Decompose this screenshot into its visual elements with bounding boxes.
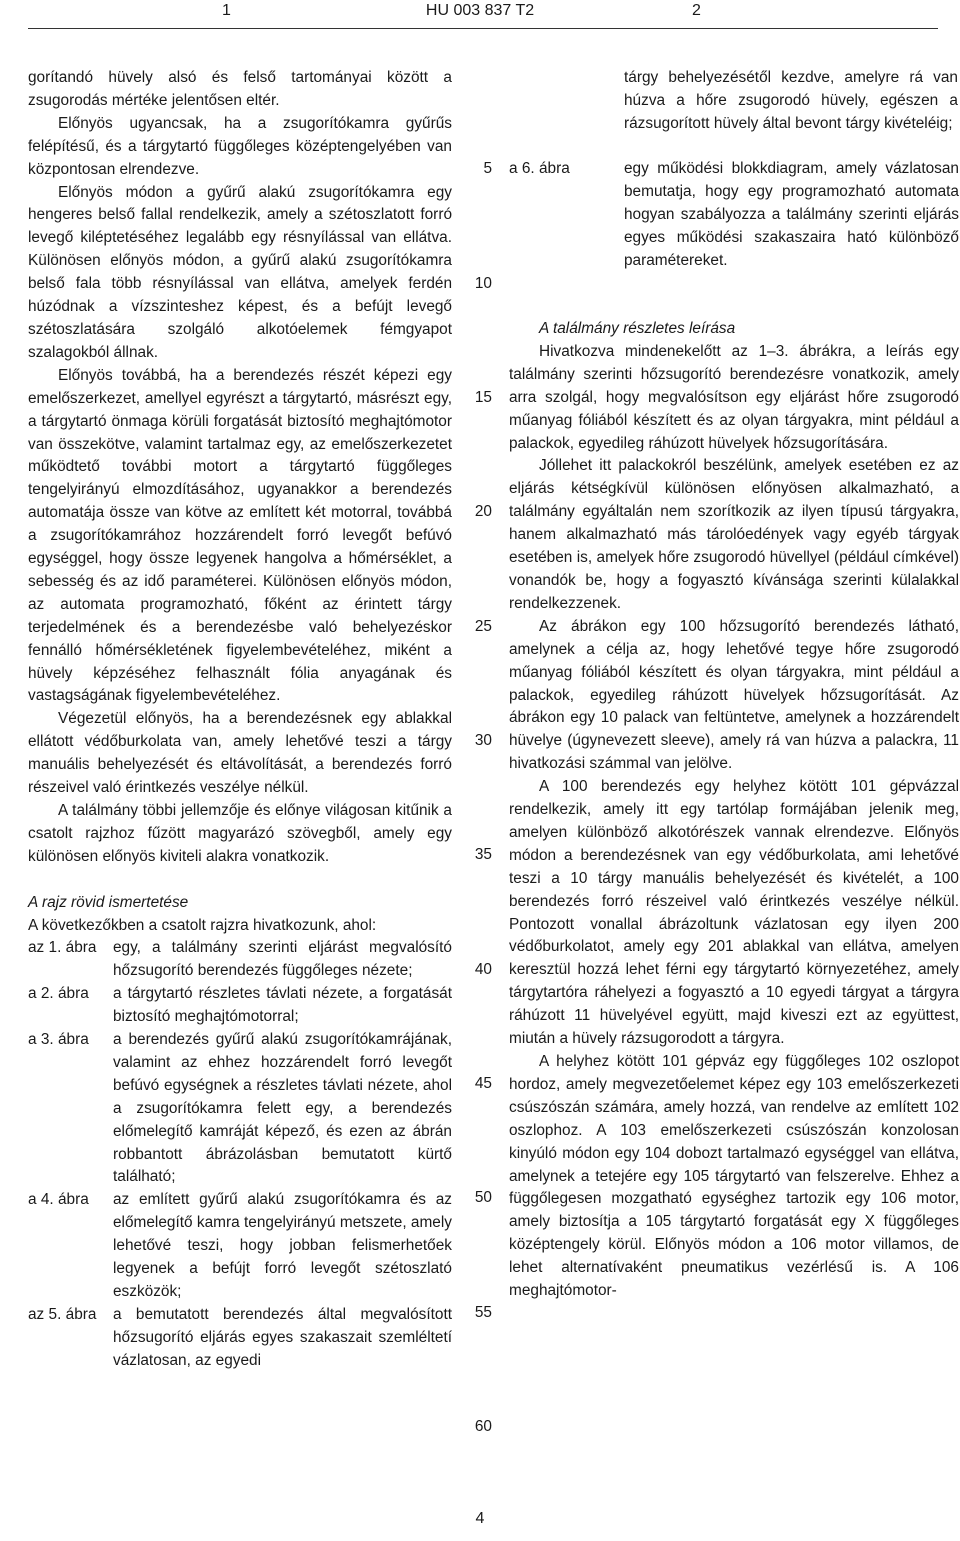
figure-item [28, 983, 452, 1029]
figure-description: a tárgytartó részletes távlati nézete, a forgatását biztosító meghajtómotorral; [113, 985, 452, 1026]
header-rule [28, 28, 938, 29]
paragraph: Előnyös ugyancsak, ha a zsugorítókamra gyűrűs felépítésű, és a tárgytartó függőleges középtengelyében van központosan elrendezve. [28, 114, 452, 178]
paragraph: Hivatkozva mindenekelőtt az 1–3. ábrákra, a leírás egy találmány szerinti hőzsugorító berendezésre vonatkozik, amely arra szolgál, hogy megvalósítson egy eljárást hőre zsugorodó műanyag fóliából készített és az olyan tárgyakra, mint például a palackok, egyedileg ráhúzott hüvelyek hőzsugorítására. [509, 342, 959, 452]
line-number: 35 [474, 846, 492, 863]
footer-page-number: 4 [475, 1510, 485, 1527]
figure-description: egy működési blokkdiagram, amely vázlatosan bemutatja, hogy egy programozható automata hogyan szabályozza a találmány szerinti eljárás egyes működési szakaszaira ható különböző paramétereket. [624, 160, 959, 269]
figure-key: az 1. ábra [28, 939, 97, 957]
line-number: 50 [474, 1189, 492, 1206]
figure-item [28, 1189, 452, 1304]
line-number: 15 [474, 389, 492, 406]
line-number: 25 [474, 618, 492, 635]
line-number: 30 [474, 732, 492, 749]
line-number: 55 [474, 1304, 492, 1321]
section-title: A rajz rövid ismertetése [28, 893, 189, 911]
header-page-left: 1 [222, 2, 231, 19]
left-column [28, 67, 452, 1373]
figure-description: az említett gyűrű alakú zsugorítókamra és az előmelegítő kamra tengelyirányú metszete, amely lehetővé teszi, hogy jobban felismerhetőek legyenek a befújt forró levegőt szétoszlató eszközök; [113, 1191, 452, 1301]
figure-key: az 5. ábra [28, 1305, 97, 1323]
paragraph: A találmány többi jellemzője és előnye világosan kitűnik a csatolt rajzhoz fűzött magyarázó szövegből, amely egy különösen előnyös kiviteli alakra vonatkozik. [28, 802, 452, 865]
paragraph: A helyhez kötött 101 gépváz egy függőleges 102 oszlopot hordoz, amely megvezetőelemet képez egy 103 emelőszerkezeti csúszószán számára, amely hozzá, van rendelve az említett 102 oszlophoz. A 103 emelőszerkezeti csúszószán konzolosan kinyúló módon egy 104 dobozt tartalmazó egységgel van ellátva, amelynek a tetejére egy 105 tárgytartó van felszerelve. Ehhez a függőlegesen mozgatható egységhez tartozik egy 106 motor, amely biztosítja a 105 tárgytartó forgatását egy X függőleges középtengely körül. Előnyös módon a 106 motor villamos, de lehet alternatívaként pneumatikus vezérlésű is. A 106 meghajtómotor- [509, 1053, 959, 1300]
header-page-right: 2 [692, 2, 701, 19]
right-column [509, 318, 959, 1303]
line-number: 60 [474, 1418, 492, 1435]
paragraph: Előnyös módon a gyűrű alakú zsugorítókamra egy hengeres belső fallal rendelkezik, amely a szétoszlatott forró levegő kiléptetéséhez legalább egy résnyílással van ellátva. Különösen előnyös módon, a gyűrű alakú zsugorítókamra belső fala több résnyílással van ellátva, amelyek ferdén húzódnak a vízszinteshez képest, és a befújt levegő szétoszlatására szolgáló alkotóelemek fémgyapot szalagokból állnak. [28, 183, 452, 361]
figure-key: a 4. ábra [28, 1191, 89, 1209]
header-title: HU 003 837 T2 [425, 2, 535, 19]
line-number: 5 [483, 160, 492, 177]
figure-key: a 6. ábra [509, 160, 570, 177]
line-number: 40 [474, 961, 492, 978]
figure-description: a bemutatott berendezés által megvalósított hőzsugorító eljárás egyes szakaszait szemléltetí vázlatosan, az egyedi [113, 1305, 452, 1369]
paragraph: Jóllehet itt palackokról beszélünk, amelyek esetében ez az eljárás kétségkívül különösen előnyösen alkalmazható, a találmány egyáltalán nem szorítkozik az ilyen típusú tárgyakra, hanem alkalmazható más tárolóedények vagy egyéb tárgyak esetében is, amelyek hőre zsugorodó hüvellyel (például címkével) vonandók be, hogy a fogyasztó kívánsága szerinti külalakkal rendelkezzenek. [509, 457, 959, 612]
figure-key: a 2. ábra [28, 985, 89, 1003]
line-number: 45 [474, 1075, 492, 1092]
paragraph: Az ábrákon egy 100 hőzsugorító berendezés látható, amelynek a célja az, hogy lehetővé tegye hőre zsugorodó műanyag fóliából készített és olyan tárgyakra, mint például a palackok, egyedileg ráhúzott hüvelyek hőzsugorítását. Az ábrákon egy 10 palack van feltüntetve, amelynek a hozzárendelt hüvelye (úgynevezett sleeve), amely rá van húzva a palackra, 11 hivatkozási számmal van jelölve. [509, 617, 959, 773]
line-number: 10 [474, 275, 492, 292]
paragraph: A 100 berendezés egy helyhez kötött 101 gépvázzal rendelkezik, amely itt egy tartólap formájában jelenik meg, amelyen különböző alkotórészek vannak elrendezve. Előnyös módon a berendezésnek van egy védőburkolata, ami lehetővé teszi a 10 tárgy manuális behelyezését és kivételét, a 100 berendezés forró részeivel való érintkezés veszélye nélkül. Pontozott vonallal ábrázoltunk vázlatosan egy ilyen 200 védőburkolatot, amely egy 201 ablakkal van ellátva, amelyen keresztül hozzá lehet férni egy tárgytartó környezetéhez, amely tárgytartóra ráhelyezi a fogyasztó a 10 egyedi tárgyat a tárgyra ráhúzott 11 hüvelyével együtt, majd kiveszi ezt az együttest, miután a hüvely rázsugorodott a tárgyra. [509, 778, 959, 1048]
figure-item [28, 937, 452, 983]
paragraph: Végezetül előnyös, ha a berendezésnek egy ablakkal ellátott védőburkolata van, amely lehetővé teszi a tárgy manuális behelyezését és eltávolítását, a berendezés forró részeivel való érintkezés veszélye nélkül. [28, 710, 452, 797]
figure-item [28, 1029, 452, 1189]
section-title: A találmány részletes leírása [539, 320, 736, 337]
figure-description: egy, a találmány szerinti eljárást megvalósító hőzsugorító berendezés függőleges nézete; [113, 939, 452, 980]
figure-key: a 3. ábra [28, 1031, 89, 1049]
line-number: 20 [474, 503, 492, 520]
paragraph: Előnyös továbbá, ha a berendezés részét képezi egy emelőszerkezet, amellyel egyrészt a tárgytartó, másrészt egy, a tárgytartó önmaga körüli forgatását biztosító meghajtómotor van összekötve, valamint tartalmaz egy, az emelőszerkezetet működtető további motort a tárgytartó függőleges tengelyirányú elmozdításához, ugyanakkor a berendezés automatája össze van kötve az említett két motorral, továbbá a zsugorítókamrához hozzárendelt forró levegőt befúvó egységgel, hogy össze legyenek hangolva a hőmérséklet, a sebesség és az idő paraméterei. Különösen előnyös módon, az automata programozható, főként az érintett tárgy terjedelmének és a berendezésbe való behelyezéskor fennálló hőmérsékletének figyelembevételéhez, miként a hüvely képzéséhez felhasznált fólia anyagának és vastagságának figyelembevételéhez. [28, 366, 452, 705]
paragraph: gorítandó hüvely alsó és felső tartományai között a zsugorodás mértéke jelentősen eltér. [28, 69, 452, 109]
figure-item [28, 1304, 452, 1373]
figure-description-continued: tárgy behelyezésétől kezdve, amelyre rá van húzva a hőre zsugorodó hüvely, egészen a rázsugorított hüvely által bevont tárgy kivételéig; [624, 69, 958, 132]
paragraph: A következőkben a csatolt rajzra hivatkozunk, ahol: [28, 916, 377, 934]
figure-description: a berendezés gyűrű alakú zsugorítókamrájának, valamint az ehhez hozzárendelt forró levegőt befúvó egységnek a részletes távlati nézete, ahol a zsugorítókamra felett egy, a berendezés előmelegítő kamráját képező, és ezen az ábrán robbantott ábrázolásban bemutatott kürtő található; [113, 1031, 452, 1186]
figure-item [509, 158, 959, 273]
page-header [0, 0, 960, 30]
